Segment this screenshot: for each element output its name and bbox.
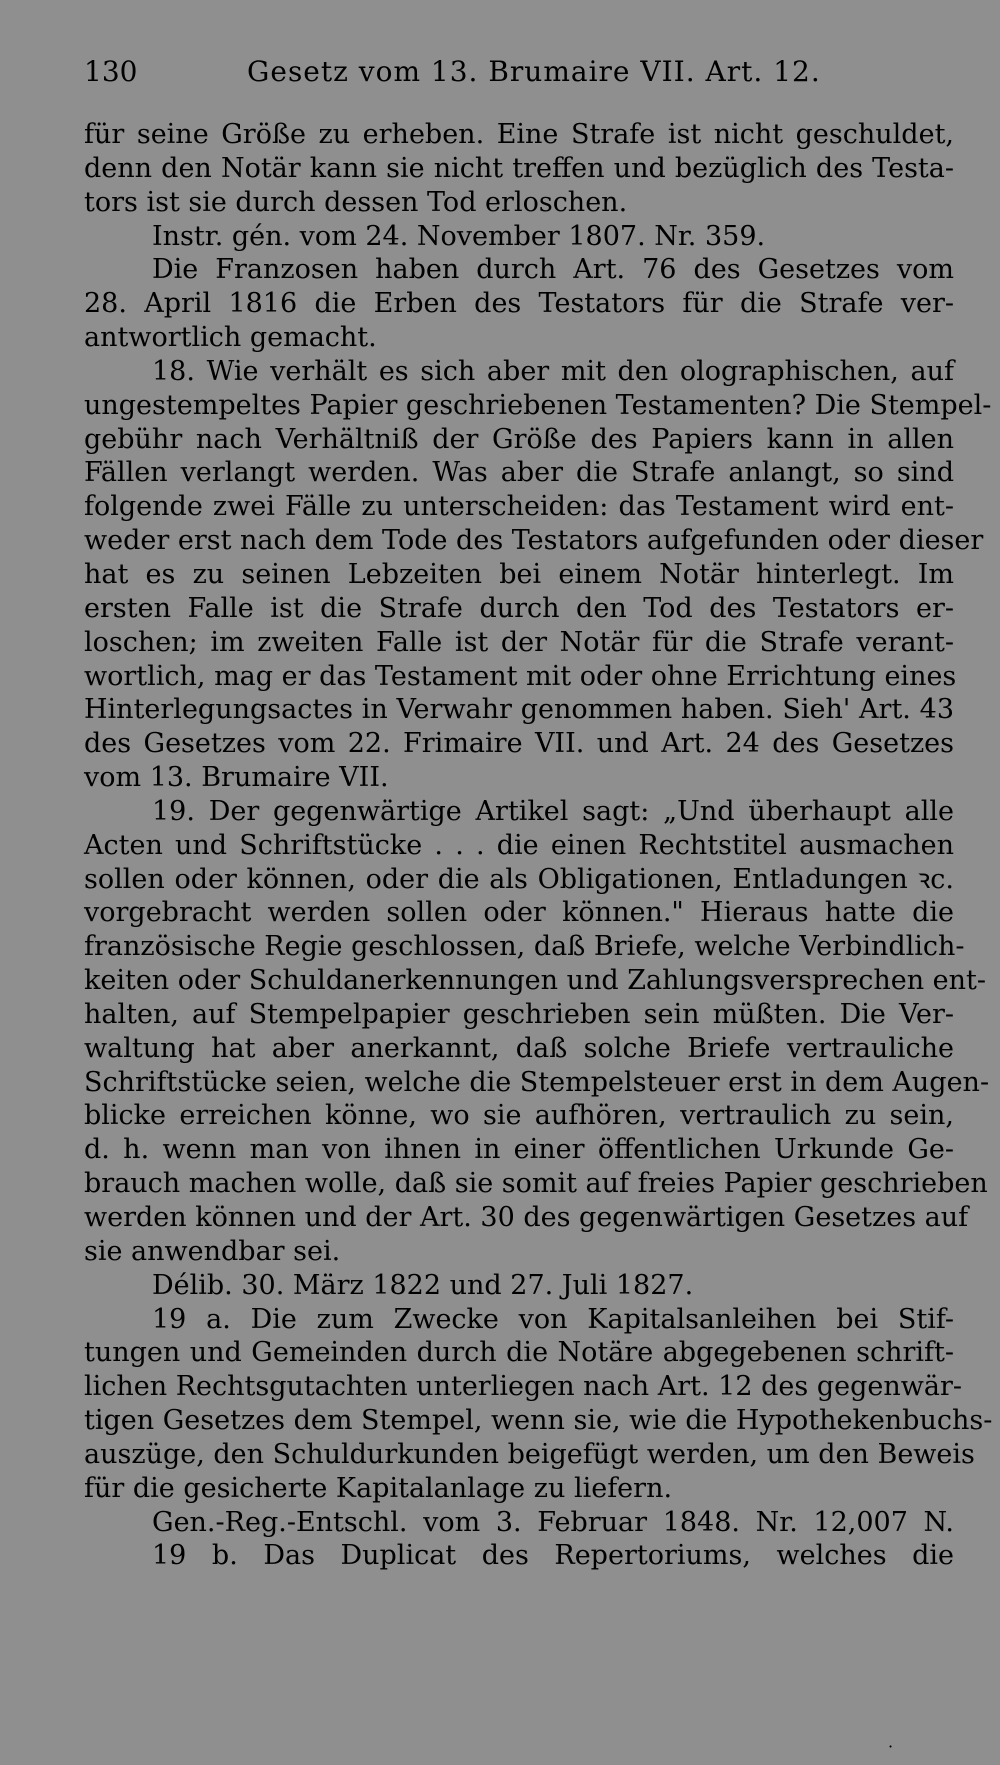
text-line: gebühr nach Verhältniß der Größe des Papiers kann in allen: [84, 423, 954, 455]
text-line: Schriftstücke seien, welche die Stempelsteuer erst in dem Augen-: [84, 1066, 990, 1098]
text-line: Acten und Schriftstücke . . . die einen Rechtstitel ausmachen: [84, 829, 954, 861]
text-line: 19 b. Das Duplicat des Repertoriums, welches die: [152, 1540, 954, 1572]
text-line: ungestempeltes Papier geschriebenen Testamenten? Die Stempel-: [84, 389, 992, 421]
text-line: vorgebracht werden sollen oder können." Hieraus hatte die: [84, 897, 954, 929]
text-line: folgende zwei Fälle zu unterscheiden: das Testament wird ent-: [84, 491, 954, 523]
text-line: 19 a. Die zum Zwecke von Kapitalsanleihen bei Stif-: [152, 1303, 954, 1335]
text-line: französische Regie geschlossen, daß Briefe, welche Verbindlich-: [84, 931, 965, 963]
text-line: werden können und der Art. 30 des gegenwärtigen Gesetzes auf: [84, 1202, 969, 1233]
text-line: tungen und Gemeinden durch die Notäre abgegebenen schrift-: [84, 1337, 954, 1369]
text-line: 28. April 1816 die Erben des Testators für die Strafe ver-: [84, 288, 954, 320]
text-line: für seine Größe zu erheben. Eine Strafe ist nicht geschuldet,: [84, 119, 954, 150]
text-line: waltung hat aber anerkannt, daß solche Briefe vertrauliche: [84, 1032, 954, 1064]
text-line: lichen Rechtsgutachten unterliegen nach Art. 12 des gegenwär-: [84, 1371, 962, 1403]
text-line: halten, auf Stempelpapier geschrieben sein müßten. Die Ver-: [84, 998, 954, 1030]
text-line: vom 13. Brumaire VII.: [84, 762, 389, 794]
text-line: Gen.-Reg.-Entschl. vom 3. Februar 1848. Nr. 12,007 N.: [152, 1506, 954, 1538]
text-line: Délib. 30. März 1822 und 27. Juli 1827.: [152, 1269, 694, 1301]
text-line: Hinterlegungsactes in Verwahr genommen haben. Sieh' Art. 43: [84, 694, 954, 726]
text-line: Instr. gén. vom 24. November 1807. Nr. 359.: [152, 220, 766, 252]
page-number: 130: [84, 55, 138, 88]
text-line: wortlich, mag er das Testament mit oder ohne Errichtung eines: [84, 660, 957, 692]
text-line: des Gesetzes vom 22. Frimaire VII. und Art. 24 des Gesetzes: [84, 728, 954, 760]
page-header: [84, 52, 916, 92]
body-text: [84, 118, 993, 1573]
text-line: keiten oder Schuldanerkennungen und Zahlungsversprechen ent-: [84, 965, 987, 997]
text-line: Die Franzosen haben durch Art. 76 des Gesetzes vom: [152, 254, 954, 286]
text-line: für die gesicherte Kapitalanlage zu liefern.: [84, 1472, 673, 1504]
text-line: denn den Notär kann sie nicht treffen und bezüglich des Testa-: [84, 152, 954, 184]
text-line: d. h. wenn man von ihnen in einer öffentlichen Urkunde Ge-: [84, 1134, 954, 1166]
text-line: tors ist sie durch dessen Tod erloschen.: [84, 186, 628, 218]
text-line: sie anwendbar sei.: [84, 1235, 341, 1267]
scan-speck: ·: [888, 1737, 894, 1756]
text-line: Fällen verlangt werden. Was aber die Strafe anlangt, so sind: [84, 457, 954, 489]
text-line: 18. Wie verhält es sich aber mit den olographischen, auf: [152, 355, 954, 387]
text-line: tigen Gesetzes dem Stempel, wenn sie, wie die Hypothekenbuchs-: [84, 1405, 993, 1437]
text-line: 19. Der gegenwärtige Artikel sagt: „Und überhaupt alle: [152, 795, 954, 827]
running-title: Gesetz vom 13. Brumaire VII. Art. 12.: [247, 55, 821, 88]
text-line: weder erst nach dem Tode des Testators aufgefunden oder dieser: [84, 525, 984, 557]
text-line: brauch machen wolle, daß sie somit auf freies Papier geschrieben: [84, 1168, 988, 1200]
text-line: sollen oder können, oder die als Obligationen, Entladungen ꝛc.: [84, 863, 954, 895]
text-line: antwortlich gemacht.: [84, 322, 377, 354]
text-line: ersten Falle ist die Strafe durch den Tod des Testators er-: [84, 592, 954, 624]
text-line: blicke erreichen könne, wo sie aufhören, vertraulich zu sein,: [84, 1100, 954, 1132]
text-line: hat es zu seinen Lebzeiten bei einem Notär hinterlegt. Im: [84, 558, 954, 590]
text-line: auszüge, den Schuldurkunden beigefügt werden, um den Beweis: [84, 1438, 975, 1470]
text-line: loschen; im zweiten Falle ist der Notär für die Strafe verant-: [84, 626, 954, 658]
